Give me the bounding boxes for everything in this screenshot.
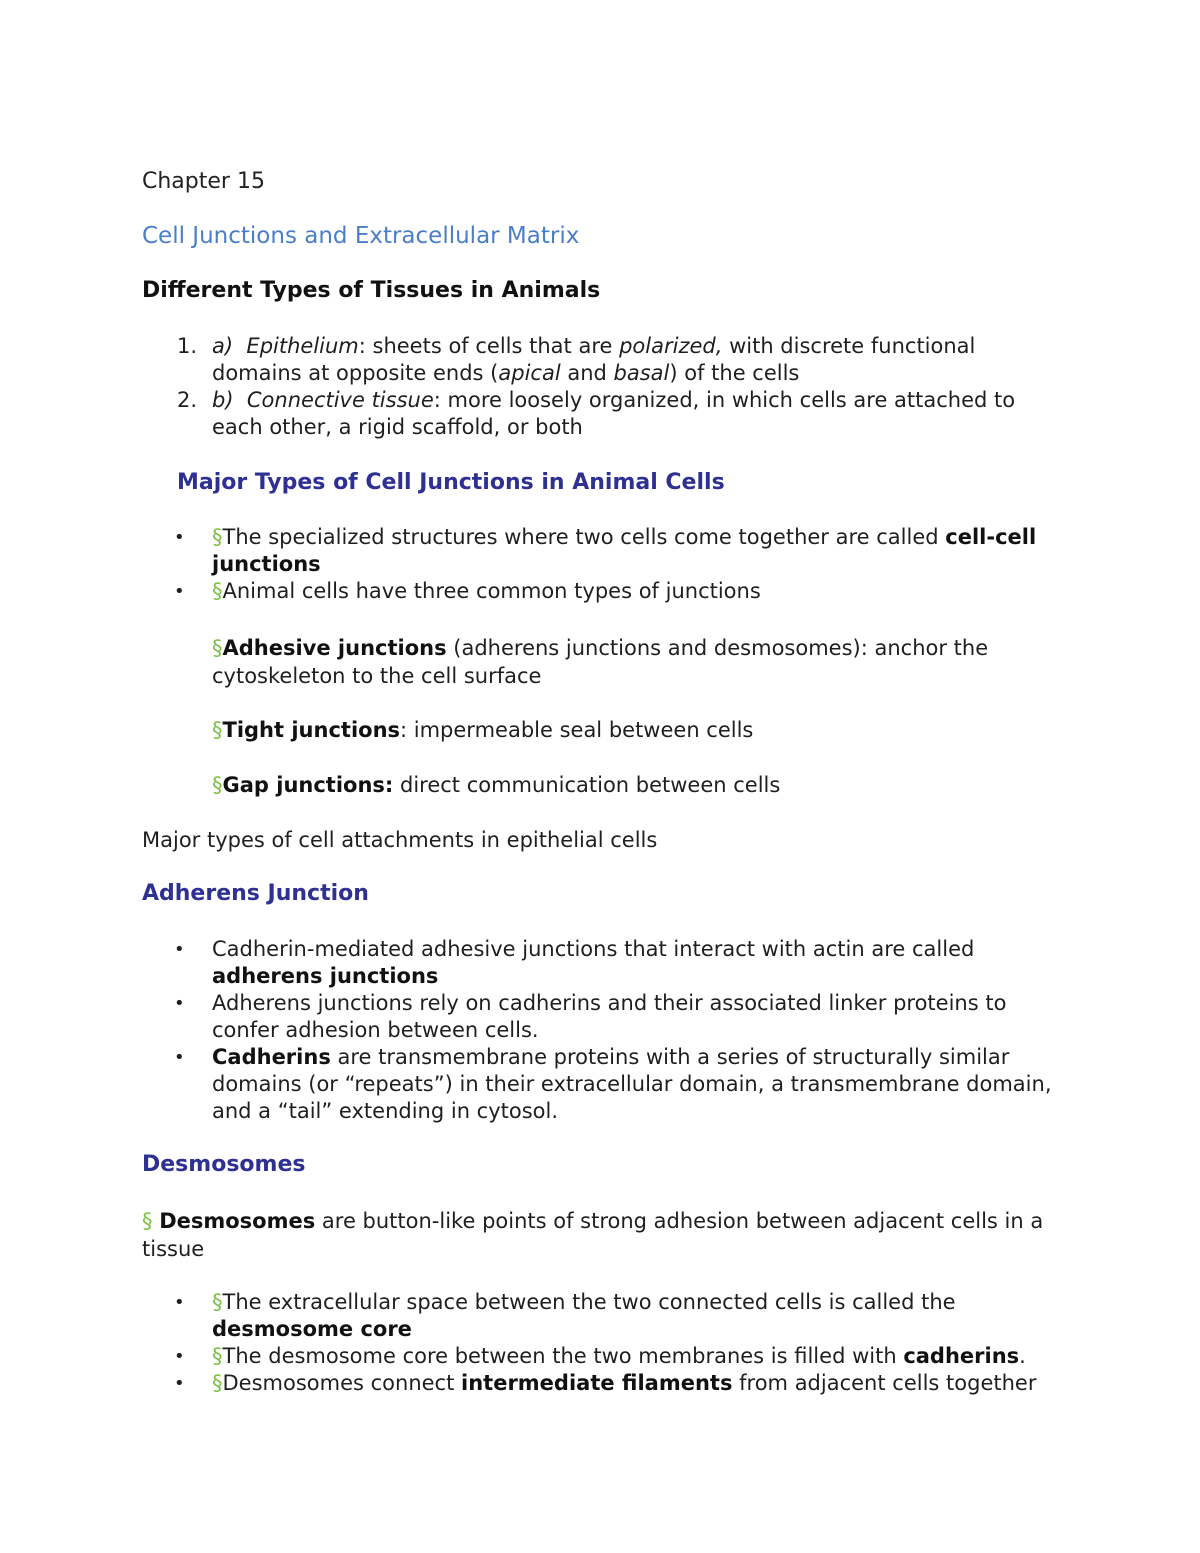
item-text: The specialized structures where two cells come together are called [222,525,946,549]
bullet-icon: • [174,993,185,1014]
list-number: 2. [177,388,198,412]
item-text: from adjacent cells together [732,1371,1037,1395]
term-cadherins: cadherins [903,1344,1020,1368]
section-symbol-icon: § [212,579,223,603]
section-symbol-icon: § [212,1290,223,1314]
term-adherens-junctions: adherens junctions [212,964,439,988]
term-cadherins: Cadherins [212,1045,331,1069]
list-item [142,578,1060,605]
list-item [142,990,1060,1044]
attachments-line: Major types of cell attachments in epithelial cells [142,828,658,852]
bullet-icon: • [174,1047,185,1068]
section-symbol-icon: § [142,1209,153,1233]
desmosomes-bullet-list [142,1289,1060,1397]
document-title: Cell Junctions and Extracellular Matrix [142,223,580,249]
junction-type-adhesive [142,634,1060,690]
desmosomes-intro [142,1207,1060,1263]
section-symbol-icon: § [212,1344,223,1368]
term-polarized: polarized, [619,334,723,358]
bullet-icon: • [174,1373,185,1394]
junction-type-tight [142,716,1060,744]
adherens-bullet-list [142,936,1060,1125]
bullet-icon: • [174,527,185,548]
list-item [142,1289,1060,1343]
item-text: Desmosomes connect [222,1371,462,1395]
term-desmosome-core: desmosome core [212,1317,412,1341]
tissue-types-list [142,333,1060,441]
item-prefix: b) [212,388,234,412]
junction-type-gap [142,771,1060,799]
bullet-icon: • [174,1292,185,1313]
item-text: ) of the cells [669,361,800,385]
list-item [142,936,1060,990]
item-text: : sheets of cells that are [358,334,620,358]
item-text: The extracellular space between the two connected cells is called the [222,1290,956,1314]
list-item [142,1343,1060,1370]
term-gap-junctions: Gap junctions: [222,773,394,797]
item-text: with discrete functional domains at opposite ends ( [212,334,976,385]
list-item [142,387,1060,441]
section-heading-adherens: Adherens Junction [142,881,369,906]
item-text: are transmembrane proteins with a series of structurally similar domains (or “repeats”) in their extracellular domain, a transmembrane domain, and a “tail” extending in cytosol. [212,1045,1052,1123]
list-item [142,1370,1060,1397]
item-text: : impermeable seal between cells [400,718,754,742]
term-cell-cell-junctions: cell-cell junctions [212,525,1037,576]
term-intermediate-filaments: intermediate filaments [461,1371,733,1395]
list-item [142,333,1060,387]
junctions-bullet-list [142,524,1060,605]
item-text: and [560,361,614,385]
list-item [142,524,1060,578]
chapter-label: Chapter 15 [142,169,265,194]
list-item [142,1044,1060,1125]
section-symbol-icon: § [212,718,223,742]
section-heading-junction-types: Major Types of Cell Junctions in Animal Cells [177,470,725,495]
section-symbol-icon: § [212,1371,223,1395]
section-heading-tissues: Different Types of Tissues in Animals [142,278,601,303]
item-text: . [1019,1344,1026,1368]
item-text: Animal cells have three common types of junctions [222,579,761,603]
item-text: are button-like points of strong adhesion between adjacent cells in a tissue [142,1209,1044,1261]
item-text: direct communication between cells [393,773,781,797]
item-text: Cadherin-mediated adhesive junctions that interact with actin are called [212,937,975,961]
term-desmosomes: Desmosomes [159,1209,316,1233]
section-symbol-icon: § [212,525,223,549]
term-apical: apical [498,361,561,385]
term-basal: basal [613,361,670,385]
bullet-icon: • [174,581,185,602]
bullet-icon: • [174,1346,185,1367]
item-text: : more loosely organized, in which cells are attached to each other, a rigid scaffold, or both [212,388,1016,439]
term-tight-junctions: Tight junctions [222,718,401,742]
section-symbol-icon: § [212,636,223,660]
term-adhesive-junctions: Adhesive junctions [222,636,447,660]
list-number: 1. [177,334,198,358]
section-symbol-icon: § [212,773,223,797]
bullet-icon: • [174,939,185,960]
term-connective-tissue: Connective tissue [246,388,434,412]
item-text: (adherens junctions and desmosomes): anchor the cytoskeleton to the cell surface [212,636,989,688]
section-heading-desmosomes: Desmosomes [142,1152,306,1177]
item-text: The desmosome core between the two membranes is filled with [222,1344,904,1368]
item-prefix: a) [212,334,234,358]
item-text: Adherens junctions rely on cadherins and their associated linker proteins to confer adhesion between cells. [212,991,1007,1042]
term-epithelium: Epithelium [246,334,359,358]
